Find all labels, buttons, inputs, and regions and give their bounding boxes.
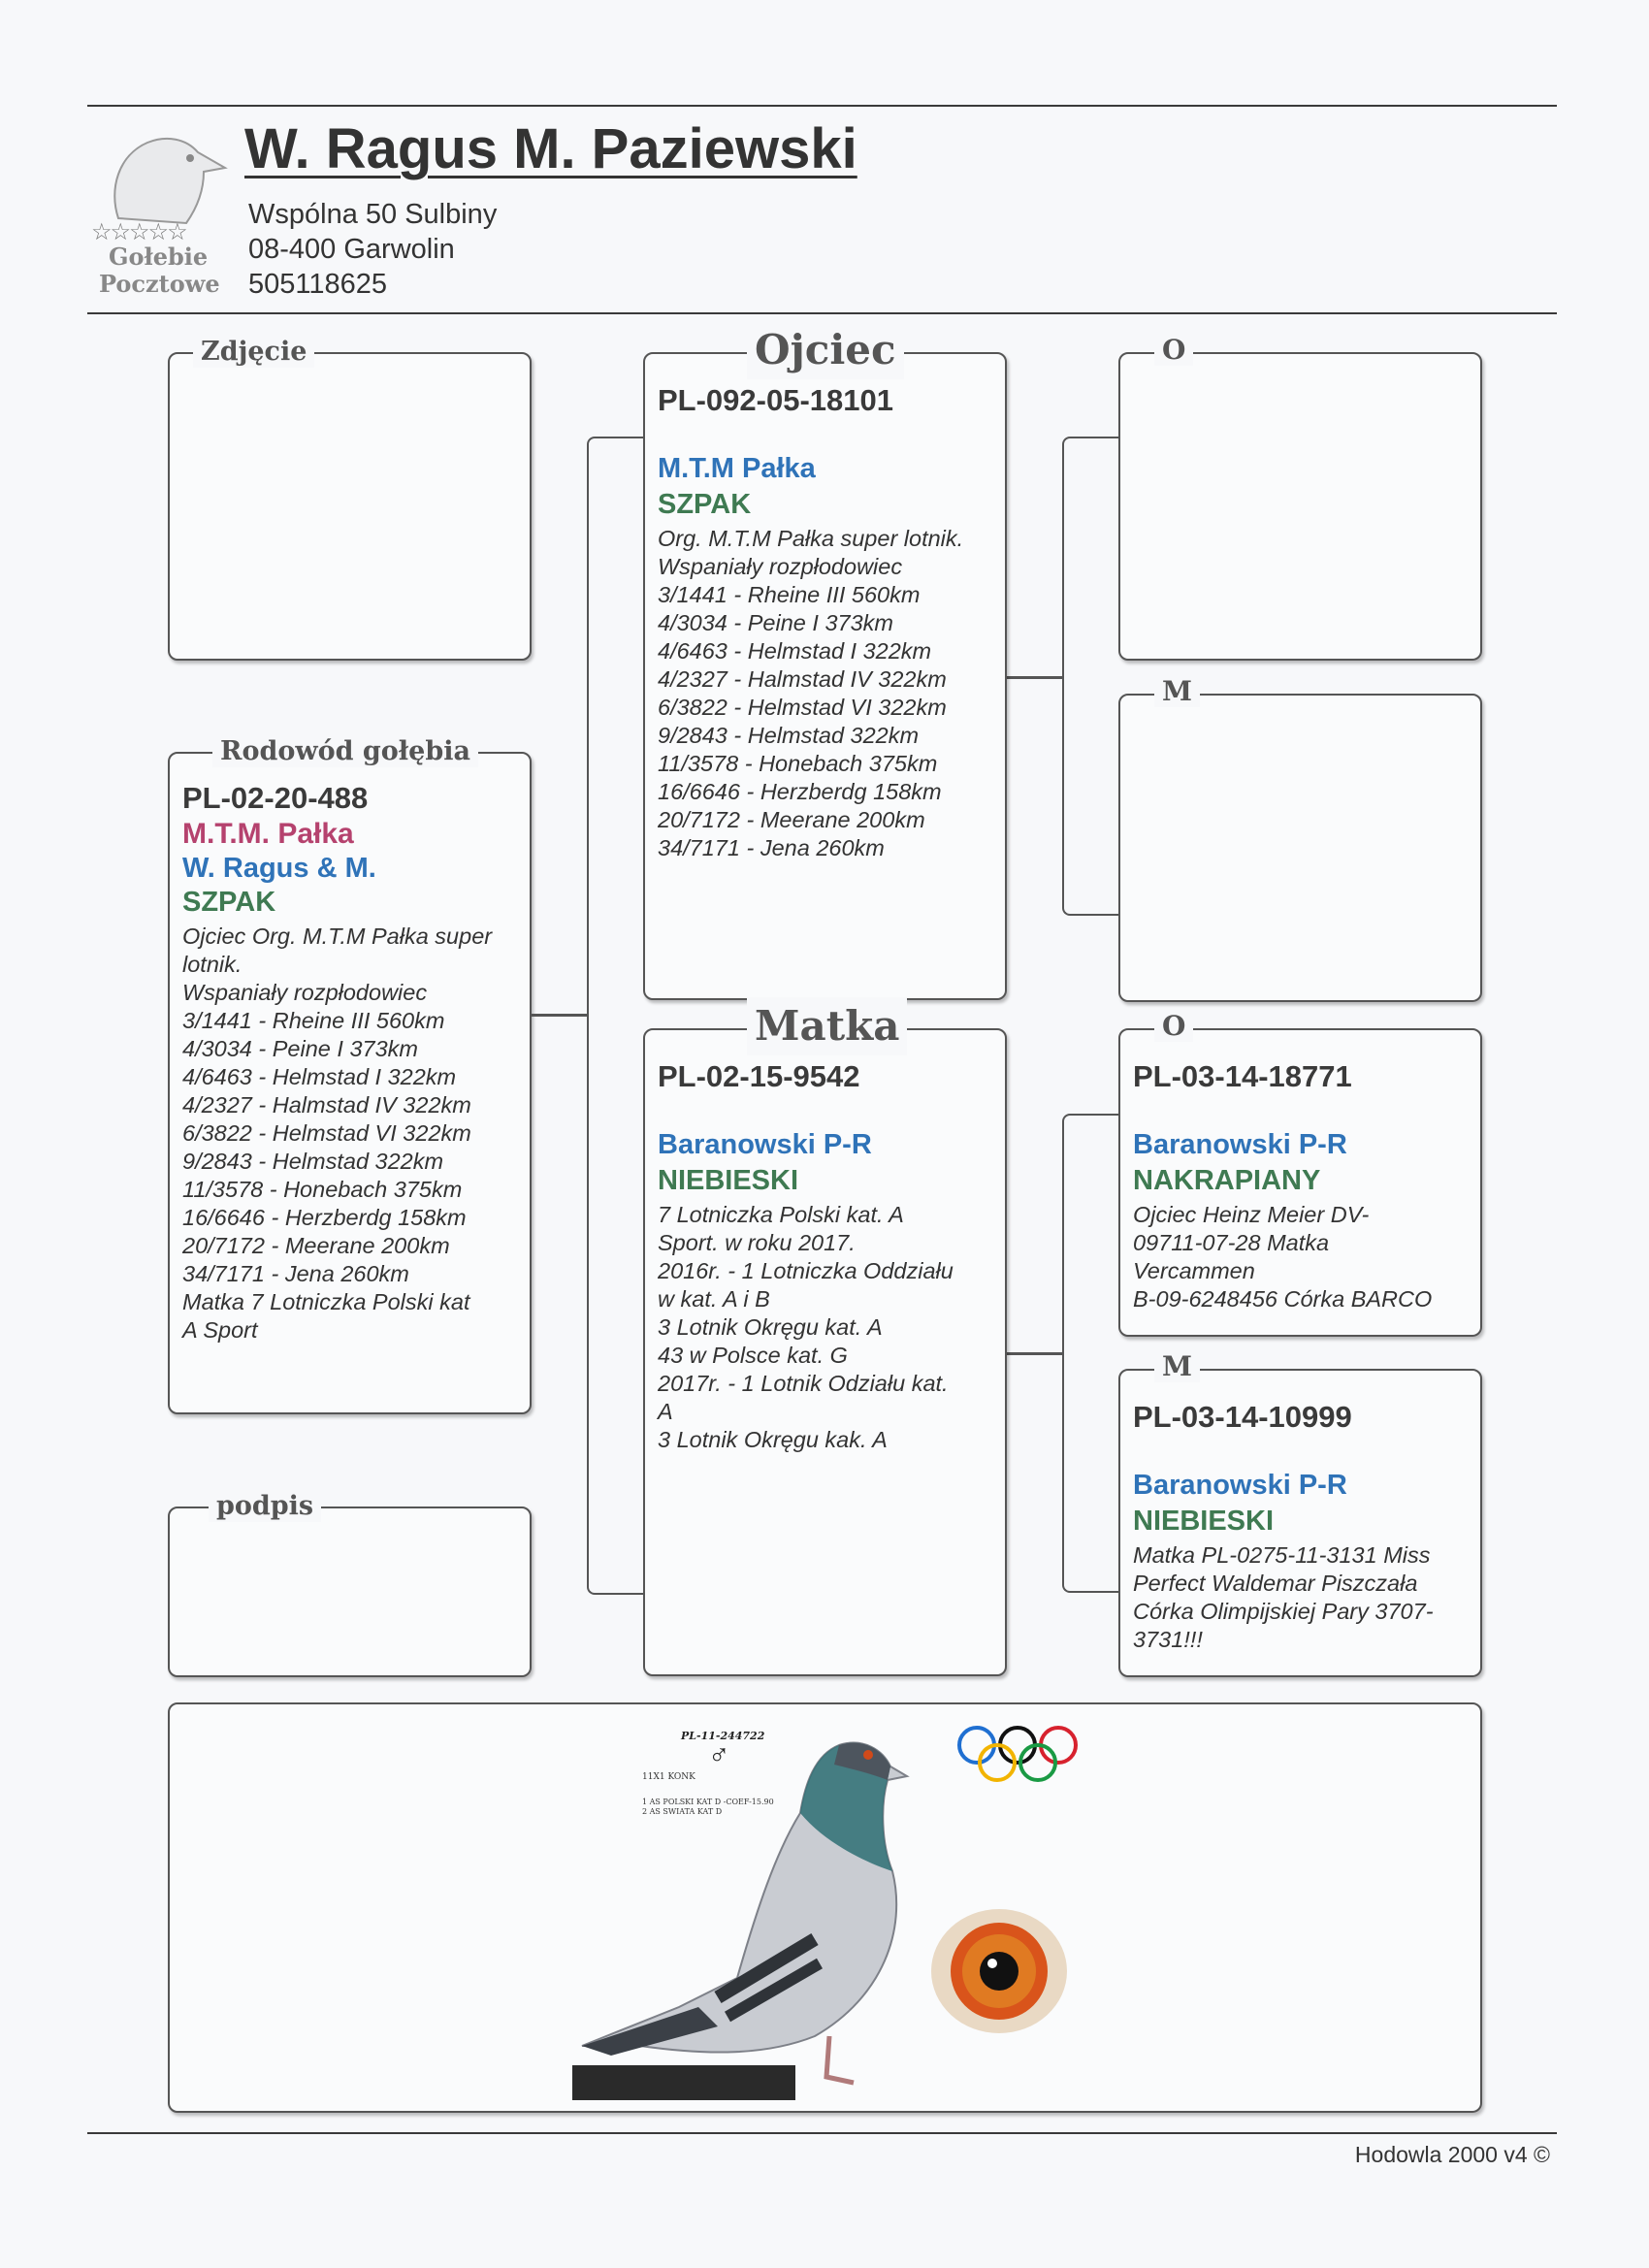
father-breeder: M.T.M Pałka bbox=[658, 453, 816, 484]
mother-mother-breeder: Baranowski P-R bbox=[1133, 1470, 1347, 1501]
olympic-rings-icon bbox=[955, 1724, 1082, 1787]
logo bbox=[89, 121, 235, 301]
mother-notes: 7 Lotniczka Polski kat. A Sport. w roku 2017. 2016r. - 1 Lotniczka Oddziału w kat. A i B 3 Lotnik Okręgu kat. A 43 w Polsce kat. G 2017r. - 1 Lotnik Odziału kat. A 3 Lotnik Okręgu kak. A bbox=[658, 1202, 954, 1452]
pigeon-box-label: Rodowód gołębia bbox=[212, 736, 478, 767]
top-rule bbox=[87, 105, 1557, 107]
father-mother-label: M bbox=[1154, 676, 1200, 707]
mother-father-ring: PL-03-14-18771 bbox=[1133, 1059, 1352, 1093]
photo-panel-ring: PL-11-244722 bbox=[681, 1730, 765, 1742]
owner-title: W. Ragus M. Paziewski bbox=[244, 117, 857, 180]
father-box bbox=[643, 326, 1007, 1000]
signature-box-label: podpis bbox=[209, 1491, 321, 1522]
father-color: SZPAK bbox=[658, 489, 752, 520]
mother-color: NIEBIESKI bbox=[658, 1165, 799, 1196]
logo-text-line1: Gołebie bbox=[109, 243, 209, 271]
mother-father-breeder: Baranowski P-R bbox=[1133, 1129, 1347, 1160]
signature-box bbox=[168, 1491, 532, 1677]
mother-father-label: O bbox=[1154, 1011, 1193, 1042]
pigeon-notes: Ojciec Org. M.T.M Pałka super lotnik. Wspaniały rozpłodowiec 3/1441 - Rheine III 560km 4/3034 - Peine I 373km 4/6463 - Helmstad I 322km 4/2327 - Halmstad IV 322km 6/3822 - Helmstad VI 322km 9/2843 - Helmstad 322km 11/3578 - Honebach 375km 16/6646 - Herzberdg 158km 20/7172 - Meerane 200km 34/7171 - Jena 260km Matka 7 Lotniczka Polski kat A Sport bbox=[182, 923, 493, 1343]
phone: 505118625 bbox=[248, 269, 388, 300]
mother-father-box bbox=[1118, 1010, 1482, 1337]
photo-panel bbox=[168, 1702, 1482, 2113]
address-line1: Wspólna 50 Sulbiny bbox=[248, 199, 498, 230]
pigeon-ring: PL-02-20-488 bbox=[182, 781, 369, 815]
photo-box bbox=[168, 337, 532, 661]
header-rule bbox=[87, 312, 1557, 314]
mother-mother-box bbox=[1118, 1350, 1482, 1677]
bracket-mother-parents bbox=[1062, 1114, 1120, 1593]
footer-rule bbox=[87, 2132, 1557, 2134]
pigeon-head-logo-icon bbox=[89, 121, 235, 228]
father-ring: PL-092-05-18101 bbox=[658, 383, 893, 417]
mother-breeder: Baranowski P-R bbox=[658, 1129, 872, 1160]
mother-father-color: NAKRAPIANY bbox=[1133, 1165, 1321, 1196]
father-father-box bbox=[1118, 334, 1482, 661]
logo-text-line2: Pocztowe bbox=[99, 270, 220, 298]
father-notes: Org. M.T.M Pałka super lotnik. Wspaniały rozpłodowiec 3/1441 - Rheine III 560km 4/3034 - Peine I 373km 4/6463 - Helmstad I 322km 4/2327 - Halmstad IV 322km 6/3822 - Helmstad VI 322km 9/2843 - Helmstad 322km 11/3578 - Honebach 375km 16/6646 - Herzberdg 158km 20/7172 - Meerane 200km 34/7171 - Jena 260km bbox=[658, 526, 964, 860]
photo-panel-line2: 1 AS POLSKI KAT D -COEF-15.90 bbox=[642, 1798, 774, 1806]
photo-panel-line3: 2 AS SWIATA KAT D bbox=[642, 1807, 723, 1816]
bracket-father-parents bbox=[1062, 437, 1120, 916]
mother-mother-ring: PL-03-14-10999 bbox=[1133, 1400, 1352, 1434]
father-mother-box bbox=[1118, 675, 1482, 1002]
mother-mother-label: M bbox=[1154, 1351, 1200, 1382]
mother-box-label: Matka bbox=[747, 997, 907, 1055]
mother-ring: PL-02-15-9542 bbox=[658, 1059, 860, 1093]
connector-pigeon bbox=[532, 1014, 588, 1017]
father-father-label: O bbox=[1154, 335, 1193, 366]
bracket-parents bbox=[587, 437, 645, 1595]
mother-box bbox=[643, 1002, 1007, 1676]
pigeon-photo bbox=[572, 1716, 980, 2104]
pigeon-owner: W. Ragus & M. bbox=[182, 853, 376, 884]
footer-text: Hodowla 2000 v4 © bbox=[1354, 2142, 1550, 2167]
photo-box-label: Zdjęcie bbox=[193, 337, 314, 368]
pigeon-eye-photo bbox=[926, 1903, 1072, 2039]
photo-panel-line1: 11X1 KONK bbox=[642, 1772, 695, 1782]
connector-mother bbox=[1006, 1352, 1062, 1355]
pigeon-color: SZPAK bbox=[182, 887, 276, 918]
pigeon-breeder: M.T.M. Pałka bbox=[182, 818, 354, 850]
mother-mother-color: NIEBIESKI bbox=[1133, 1506, 1275, 1537]
connector-father bbox=[1006, 676, 1062, 679]
logo-stars: ☆☆☆☆☆ bbox=[91, 219, 186, 245]
pigeon-box bbox=[168, 736, 532, 1414]
mother-mother-notes: Matka PL-0275-11-3131 Miss Perfect Waldemar Piszczała Córka Olimpijskiej Pary 3707- 3731!!! bbox=[1133, 1542, 1434, 1652]
mother-father-notes: Ojciec Heinz Meier DV- 09711-07-28 Matka Vercammen B-09-6248456 Córka BARCO bbox=[1133, 1202, 1433, 1312]
father-box-label: Ojciec bbox=[747, 321, 904, 379]
male-symbol-icon: ♂ bbox=[708, 1739, 730, 1771]
address-line2: 08-400 Garwolin bbox=[248, 234, 455, 265]
